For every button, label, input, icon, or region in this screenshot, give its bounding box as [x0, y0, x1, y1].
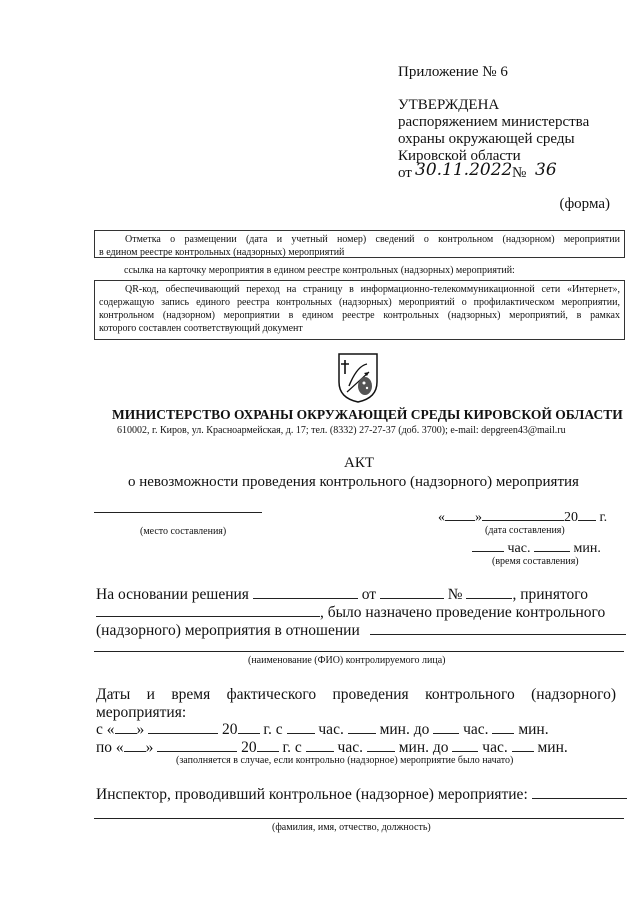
decision-author-field[interactable]	[96, 604, 320, 617]
inspector-field[interactable]	[532, 786, 627, 799]
year-suffix: г.	[599, 510, 608, 525]
approved-by-line-2: охраны окружающей среды	[398, 131, 575, 147]
controlled-person-caption: (наименование (ФИО) контролируемого лица)	[248, 655, 446, 666]
approval-date-line	[398, 160, 623, 185]
to-min-do: мин. до	[398, 739, 449, 756]
from-min-do: мин. до	[379, 721, 430, 738]
date-caption: (дата составления)	[485, 525, 565, 536]
registry-mark-box	[94, 230, 625, 258]
time-field[interactable]	[472, 539, 601, 557]
basis-text-b: от	[361, 586, 377, 603]
basis-text-line3: (надзорного) мероприятия в отношении	[96, 622, 360, 639]
decision-date-field[interactable]	[380, 586, 444, 599]
controlled-person-field[interactable]	[370, 622, 626, 635]
number-prefix: №	[512, 165, 527, 181]
basis-line-1	[96, 586, 616, 604]
registry-box-line-2: в едином реестре контрольных (надзорных) мероприятий	[99, 247, 345, 258]
ministry-address: 610002, г. Киров, ул. Красноармейская, д. 17; тел. (8332) 27-27-37 (доб. 3700); e-mail: depgreen43@mail.ru	[117, 425, 566, 436]
handwritten-date: 30.11.2022	[415, 160, 513, 180]
qr-code-box	[94, 280, 625, 340]
basis-line-3	[96, 622, 626, 640]
basis-text-a: На основании решения	[96, 586, 249, 603]
dates-caption: (заполняется в случае, если контрольно (надзорное) мероприятие было начато)	[176, 755, 514, 766]
year-prefix: 20	[564, 510, 578, 525]
registry-link-label: ссылка на карточку мероприятия в едином реестре контрольных (надзорных) мероприятий:	[124, 265, 515, 276]
time-caption: (время составления)	[492, 556, 579, 567]
to-close-quote: »	[145, 739, 154, 756]
basis-text-c: №	[447, 586, 463, 603]
qr-box-line-4: которого составлен соответствующий документ	[99, 323, 303, 334]
qr-box-line-1: QR-код, обеспечивающий переход на страницу в информационно-телекоммуникационной сети «Интернет»,	[125, 284, 620, 295]
qr-box-line-2: содержащую запись единого реестра контрольных (надзорных) мероприятий о профилактическом мероприятии,	[99, 297, 620, 308]
basis-text-d: , принятого	[512, 586, 588, 603]
dates-line-1: Даты и время фактического проведения контрольного (надзорного)	[96, 686, 616, 703]
from-year: 20	[222, 721, 238, 738]
from-g-s: г. с	[263, 721, 283, 738]
place-field[interactable]	[94, 512, 262, 513]
decision-number-field[interactable]	[466, 586, 512, 599]
inspector-line-2[interactable]	[94, 818, 624, 819]
approved-by-line-1: распоряжением министерства	[398, 114, 590, 130]
time-hour-label: час.	[507, 541, 531, 556]
form-label: (форма)	[559, 196, 610, 212]
date-field[interactable]	[438, 508, 607, 526]
date-prefix: от	[398, 165, 412, 181]
from-hour: час.	[318, 721, 344, 738]
basis-line-2	[96, 604, 605, 622]
act-subtitle: о невозможности проведения контрольного (надзорного) мероприятия	[128, 474, 579, 490]
approved-by-line-3: Кировской области	[398, 148, 521, 164]
to-year: 20	[241, 739, 257, 756]
to-g-s: г. с	[282, 739, 302, 756]
to-label: по «	[96, 739, 124, 756]
handwritten-number: 36	[535, 160, 557, 180]
to-hour-2: час.	[482, 739, 508, 756]
from-min: мин.	[518, 721, 549, 738]
dates-from-row[interactable]	[96, 721, 549, 739]
from-close-quote: »	[136, 721, 145, 738]
approved-label: УТВЕРЖДЕНА	[398, 97, 500, 113]
date-close-quote: »	[475, 510, 482, 525]
registry-box-line-1: Отметка о размещении (дата и учетный номер) сведений о контрольном (надзорном) мероприятии	[125, 234, 620, 245]
appendix-label: Приложение № 6	[398, 64, 508, 80]
ministry-name: МИНИСТЕРСТВО ОХРАНЫ ОКРУЖАЮЩЕЙ СРЕДЫ КИРОВСКОЙ ОБЛАСТИ	[112, 407, 623, 422]
from-hour-2: час.	[463, 721, 489, 738]
decision-field[interactable]	[253, 586, 358, 599]
basis-text-line2: , было назначено проведение контрольного	[320, 604, 606, 621]
coat-of-arms-icon	[337, 352, 379, 404]
to-hour: час.	[337, 739, 363, 756]
act-title: АКТ	[344, 455, 374, 471]
from-label: с «	[96, 721, 115, 738]
inspector-row	[96, 786, 627, 804]
approval-block	[398, 64, 623, 185]
inspector-caption: (фамилия, имя, отчество, должность)	[272, 822, 431, 833]
place-caption: (место составления)	[140, 526, 227, 537]
dates-line-2: мероприятия:	[96, 704, 187, 721]
inspector-label: Инспектор, проводивший контрольное (надзорное) мероприятие:	[96, 786, 528, 803]
controlled-person-line-2[interactable]	[94, 651, 624, 652]
date-open-quote: «	[438, 510, 445, 525]
to-min: мин.	[537, 739, 568, 756]
qr-box-line-3: контрольном (надзорном) мероприятии в едином реестре контрольных (надзорных) мероприятий, в рамках	[99, 310, 620, 321]
time-min-label: мин.	[573, 541, 601, 556]
